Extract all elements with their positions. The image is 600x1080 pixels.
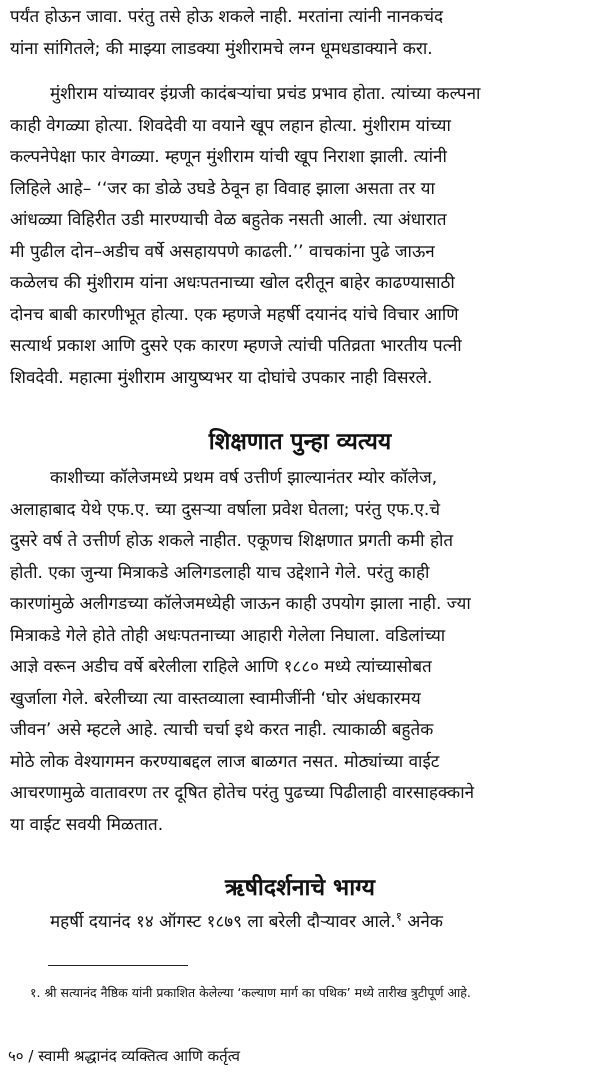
text-line: काही वेगळ्या होत्या. शिवदेवी या वयाने खूप लहान होत्या. मुंशीराम यांच्या — [10, 115, 451, 136]
text-line: या वाईट सवयी मिळतात. — [10, 814, 164, 835]
text-line: दोनच बाबी कारणीभूत होत्या. एक म्हणजे महर्षी दयानंद यांचे विचार आणि — [10, 304, 459, 325]
text-line: खुर्जाला गेले. बरेलीच्या त्या वास्तव्याला स्वामीजींनी ‘घोर अंधकारमय — [10, 688, 421, 709]
heading-text: ऋषीदर्शनाचे भाग्य — [225, 875, 375, 901]
text-line: मोठे लोक वेश्यागमन करण्याबद्दल लाज बाळगत नसत. मोठ्यांच्या वाईट — [10, 751, 440, 772]
text-line: मित्राकडे गेले होते तोही अधःपतनाच्या आहारी गेलेला निघाला. वडिलांच्या — [10, 625, 446, 646]
footnote-divider — [48, 965, 188, 966]
footnote-text: १. श्री सत्यानंद नैष्ठिक यांनी प्रकाशित केलेल्या ‘कल्याण मार्ग का पथिक’ मध्ये तारीख त्रुटीपूर्ण आहे. — [30, 985, 471, 1000]
text-line: जीवन’ असे म्हटले आहे. त्याची चर्चा इथे करत नाही. त्याकाळी बहुतेक — [10, 720, 434, 740]
text-line: मुंशीराम यांच्यावर इंग्रजी कादंबऱ्यांचा प्रचंड प्रभाव होता. त्यांच्या कल्पना — [50, 84, 481, 104]
text-line: आज्ञे वरून अडीच वर्षे बरेलीला राहिले आणि १८८० मध्ये त्यांच्यासोबत — [10, 657, 432, 677]
section-heading-rishidarshan — [0, 868, 600, 908]
paragraph-2 — [10, 79, 590, 394]
paragraph-3 — [10, 463, 590, 841]
text-line: आचरणामुळे वातावरण तर दूषित होतेच परंतु पुढच्या पिढीलाही वारसाहक्काने — [10, 783, 475, 803]
text-line: दुसरे वर्ष ते उत्तीर्ण होऊ शकले नाहीत. एकूणच शिक्षणात प्रगती कमी होत — [10, 531, 454, 551]
text-run: अनेक — [402, 912, 443, 932]
text-line: मी पुढील दोन–अडीच वर्षे असहायपणे काढली.’’ वाचकांना पुढे जाऊन — [10, 241, 435, 262]
text-line: लिहिले आहे– ‘‘जर का डोळे उघडे ठेवून हा विवाह झाला असता तर या — [10, 178, 435, 199]
text-line: कारणांमुळे अलीगडच्या कॉलेजमध्येही जाऊन काही उपयोग झाला नाही. ज्या — [10, 594, 471, 614]
text-line — [10, 907, 590, 939]
section-heading-shikshanat — [0, 422, 600, 462]
paragraph-1 — [10, 2, 590, 65]
text-line: कळेलच की मुंशीराम यांना अधःपतनाच्या खोल दरीतून बाहेर काढण्यासाठी — [10, 273, 455, 293]
text-line: होती. एका जुन्या मित्राकडे अलिगडलाही याच उद्देशाने गेले. परंतु काही — [10, 562, 430, 583]
text-run: महर्षी दयानंद १४ ऑगस्ट १८७९ ला बरेली दौऱ्यावर आले. — [50, 912, 396, 932]
footnote-marker[interactable]: १ — [395, 909, 403, 924]
text-line: सत्यार्थ प्रकाश आणि दुसरे एक कारण म्हणजे त्यांची पतिव्रता भारतीय पत्नी — [10, 336, 462, 356]
text-line: पर्यंत होऊन जावा. परंतु तसे होऊ शकले नाही. मरतांना त्यांनी नानकचंद — [10, 7, 444, 27]
heading-text: शिक्षणात पुन्हा व्यत्यय — [208, 429, 392, 455]
text-line: आंधळ्या विहिरीत उडी मारण्याची वेळ बहुतेक नसती आली. त्या अंधारात — [10, 210, 447, 230]
text-line: यांना सांगितले; की माझ्या लाडक्या मुंशीरामचे लग्न धूमधडाक्याने करा. — [10, 38, 433, 59]
paragraph-4 — [10, 907, 590, 939]
text-line: काशीच्या कॉलेजमध्ये प्रथम वर्ष उत्तीर्ण झाल्यानंतर म्योर कॉलेज, — [50, 468, 438, 488]
text-line: शिवदेवी. महात्मा मुंशीराम आयुष्यभर या दोघांचे उपकार नाही विसरले. — [10, 367, 433, 388]
page-folio: ५० / स्वामी श्रद्धानंद व्यक्तित्व आणि कर्तृत्व — [8, 1047, 241, 1065]
text-line: कल्पनेपेक्षा फार वेगळ्या. म्हणून मुंशीराम यांची खूप निराशा झाली. त्यांनी — [10, 147, 447, 167]
text-line: अलाहाबाद येथे एफ.ए. च्या दुसऱ्या वर्षाला प्रवेश घेतला; परंतु एफ.ए.चे — [10, 499, 441, 520]
